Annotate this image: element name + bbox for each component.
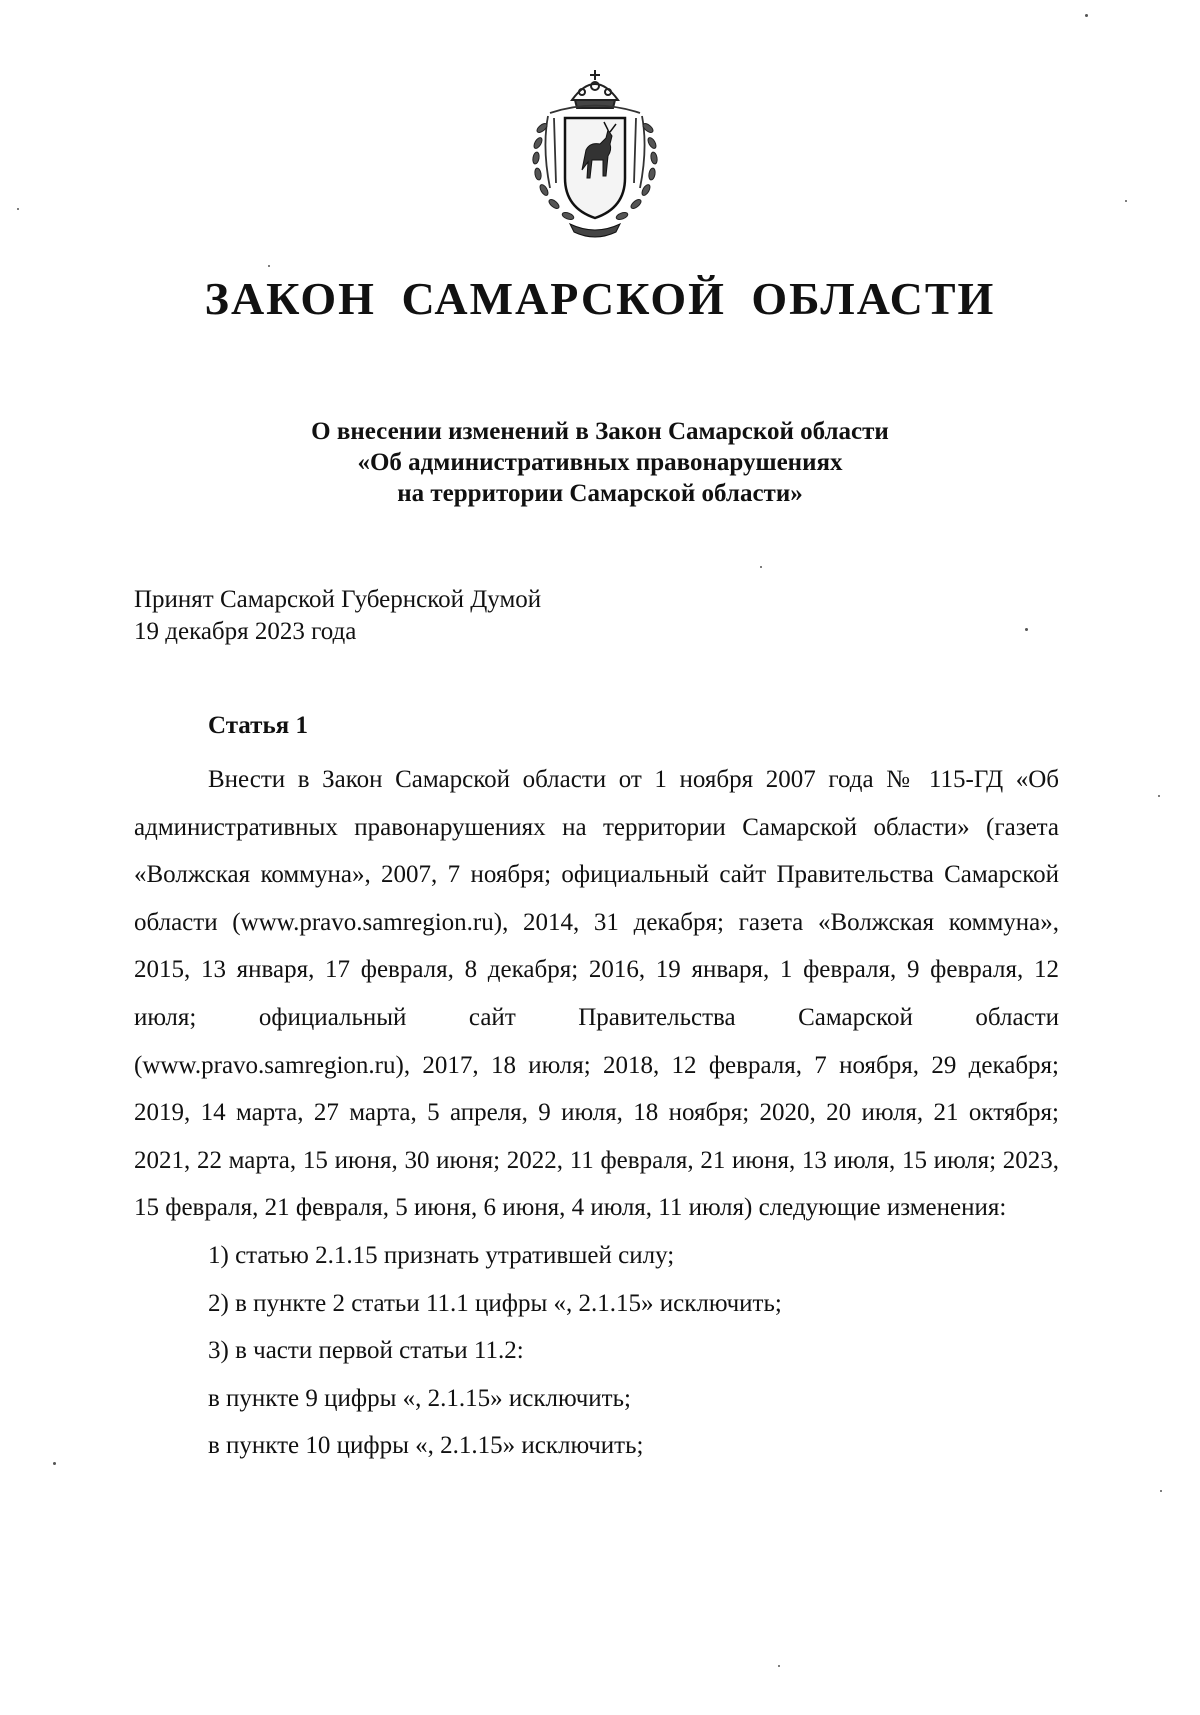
scan-speck	[1158, 795, 1160, 797]
law-subject-line: О внесении изменений в Закон Самарской области	[311, 418, 889, 445]
coat-of-arms-emblem	[520, 58, 670, 243]
law-title: ЗАКОН САМАРСКОЙ ОБЛАСТИ	[204, 273, 996, 324]
law-subject-line: «Об административных правонарушениях	[357, 449, 843, 476]
law-subject	[0, 416, 1200, 509]
list-item: в пункте 10 цифры «, 2.1.15» исключить;	[208, 1432, 644, 1460]
list-item: 1) статью 2.1.15 признать утратившей силу;	[208, 1241, 675, 1269]
scan-speck	[760, 566, 762, 568]
article-body	[134, 756, 1059, 1470]
scan-speck	[1160, 1490, 1162, 1492]
law-subject-line: на территории Самарской области»	[397, 480, 803, 507]
adopted-by: Принят Самарской Губернской Думой	[134, 586, 542, 613]
adoption-date: 19 декабря 2023 года	[134, 618, 357, 645]
scan-speck	[53, 1462, 56, 1465]
list-item: 2) в пункте 2 статьи 11.1 цифры «, 2.1.15» исключить;	[208, 1289, 782, 1317]
list-item: 3) в части первой статьи 11.2:	[208, 1337, 524, 1365]
amendment-list	[134, 1232, 1059, 1470]
article-heading: Статья 1	[208, 712, 308, 739]
article-main-paragraph: Внести в Закон Самарской области от 1 ноября 2007 года № 115-ГД «Об административных правонарушениях на территории Самарской области» (газета «Волжская коммуна», 2007, 7 ноября; официальный сайт Правительства Самарской области (www.pravo.samregion.ru), 2014, 31 декабря; газета «Волжская коммуна», 2015, 13 января, 17 февраля, 8 декабря; 2016, 19 января, 1 февраля, 9 февраля, 12 июля; официальный сайт Правительства Самарской области (www.pravo.samregion.ru), 2017, 18 июля; 2018, 12 февраля, 7 ноября, 29 декабря; 2019, 14 марта, 27 марта, 5 апреля, 9 июля, 18 ноября; 2020, 20 июля, 21 октября; 2021, 22 марта, 15 июня, 30 июня; 2022, 11 февраля, 21 июня, 13 июля, 15 июля; 2023, 15 февраля, 21 февраля, 5 июня, 6 июня, 4 июля, 11 июля) следующие изменения:	[134, 766, 1059, 1222]
adoption-info	[134, 584, 541, 648]
scan-speck	[1025, 628, 1028, 631]
scan-speck	[1085, 14, 1088, 17]
scan-speck	[17, 208, 19, 210]
scan-speck	[778, 1665, 780, 1667]
list-item: в пункте 9 цифры «, 2.1.15» исключить;	[208, 1384, 631, 1412]
scan-speck	[268, 265, 270, 267]
scan-speck	[1125, 200, 1127, 202]
